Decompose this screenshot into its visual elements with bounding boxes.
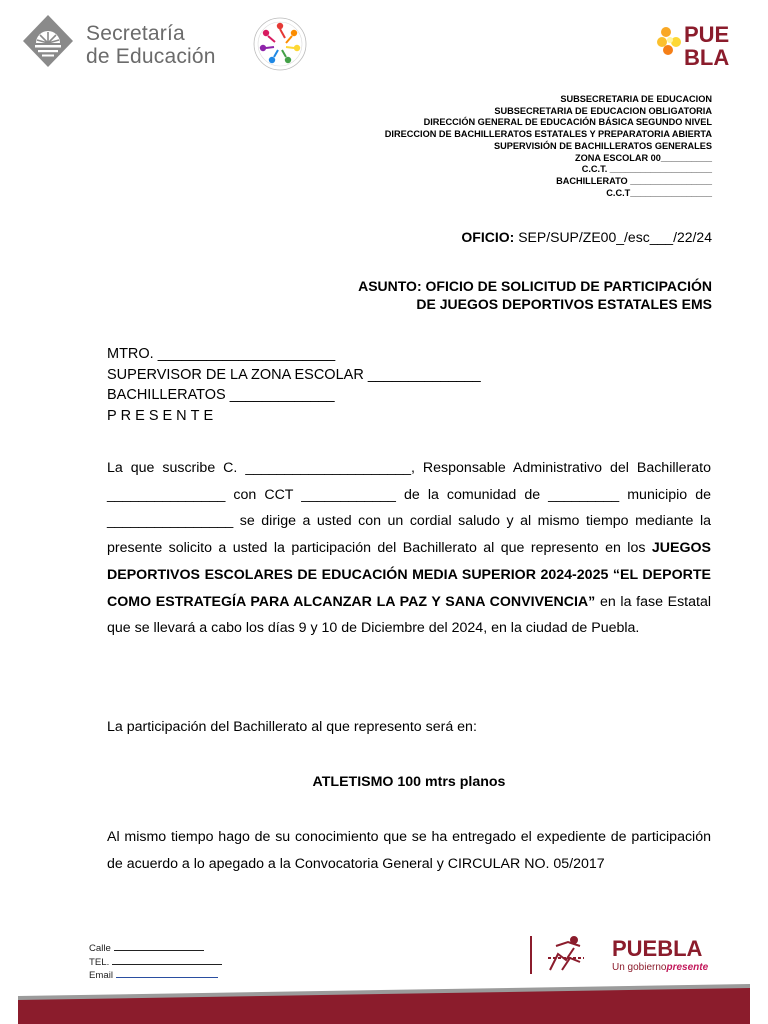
runner-emblem-icon — [548, 937, 584, 970]
footer-logo-sub — [612, 962, 709, 973]
email-blank — [116, 968, 218, 978]
header-line-7: C.C.T. ____________________ — [581, 164, 712, 175]
calle-blank — [114, 941, 204, 951]
secretaria-line1: Secretaría — [86, 22, 185, 45]
secretaria-educacion-logo — [22, 14, 232, 72]
addressee-presente: PRESENTE — [107, 407, 218, 424]
puebla-logo — [656, 20, 740, 68]
footer-divider — [530, 936, 532, 974]
asunto-subject — [358, 277, 712, 313]
secretaria-emblem-icon — [22, 14, 74, 68]
contact-tel-label: TEL. — [89, 956, 110, 968]
paragraph1-text: La que suscribe C. _____________________, Responsable Administrativo del Bachillerato _______________ con CCT ____________ de la comunidad de _________ municipio de ________________ se dirige a usted con un cordial saludo y al mismo tiempo mediante la presente solicito a usted la participación del Bachillerato al que represento en los — [107, 460, 711, 557]
header-line-1: SUBSECRETARIA DE EDUCACION — [560, 94, 712, 104]
event-discipline: ATLETISMO 100 mtrs planos — [312, 774, 506, 790]
tel-blank — [112, 955, 222, 965]
header-line-9: C.C.T________________ — [606, 187, 712, 198]
body-paragraph-1 — [107, 455, 711, 642]
addressee-line3: BACHILLERATOS _____________ — [107, 387, 335, 403]
contact-email-label: Email — [89, 970, 113, 981]
addressee-line2: SUPERVISOR DE LA ZONA ESCOLAR ______________ — [107, 366, 481, 383]
oficio-value: SEP/SUP/ZE00_/esc___/22/24 — [514, 229, 712, 245]
header-line-5: SUPERVISIÓN DE BACHILLERATOS GENERALES — [494, 140, 712, 151]
puebla-flower-icon — [657, 27, 681, 55]
addressee-block — [107, 344, 481, 426]
footer-logo-sub2: presente — [666, 962, 709, 973]
oficio-label: OFICIO: — [461, 229, 515, 245]
circular-emblem-icon — [252, 16, 308, 72]
oficio-reference — [461, 229, 712, 245]
header-line-8: BACHILLERATO ________________ — [556, 175, 712, 186]
puebla-logo-bottom: BLA — [684, 45, 730, 68]
institution-header — [385, 94, 712, 199]
header-line-3: DIRECCIÓN GENERAL DE EDUCACIÓN BÁSICA SEGUNDO NIVEL — [423, 117, 712, 128]
contact-block — [89, 941, 222, 982]
paragraph1-event-title: JUEGOS DEPORTIVOS ESCOLARES DE EDUCACIÓN MEDIA SUPERIOR 2024-2025 “EL DEPORTE COMO ESTRATEGÍA PARA ALCANZAR LA PAZ Y SANA CONVIVENCIA” — [107, 540, 711, 610]
addressee-line1: MTRO. ______________________ — [107, 346, 336, 362]
header-line-4: DIRECCION DE BACHILLERATOS ESTATALES Y PREPARATORIA ABIERTA — [384, 129, 712, 140]
body-paragraph-2: La participación del Bachillerato al que represento será en: — [107, 719, 477, 735]
header-line-6: ZONA ESCOLAR 00__________ — [574, 152, 712, 163]
body-paragraph-3: Al mismo tiempo hago de su conocimiento que se ha entregado el expediente de participación de acuerdo a lo apegado a la Convocatoria General y CIRCULAR NO. 05/2017 — [107, 829, 711, 872]
secretaria-wordmark — [86, 22, 216, 68]
contact-calle-label: Calle — [89, 943, 111, 954]
footer-logo-main: PUEBLA — [612, 936, 703, 961]
puebla-footer-logo — [528, 930, 728, 978]
footer-logo-sub1: Un gobierno — [612, 962, 667, 973]
header-line-2: SUBSECRETARIA DE EDUCACION OBLIGATORIA — [494, 105, 712, 116]
secretaria-line2: de Educación — [86, 45, 216, 68]
asunto-line1: ASUNTO: OFICIO DE SOLICITUD DE PARTICIPACIÓN — [358, 278, 712, 294]
puebla-logo-top: PUE — [684, 22, 730, 47]
footer-decorative-bar — [18, 982, 750, 1024]
paragraph1-text-end: en la fase Estatal que se llevará a cabo los días 9 y 10 de Diciembre del 2024, en la ciudad de Puebla. — [107, 593, 712, 637]
asunto-line2: DE JUEGOS DEPORTIVOS ESTATALES EMS — [416, 296, 712, 312]
